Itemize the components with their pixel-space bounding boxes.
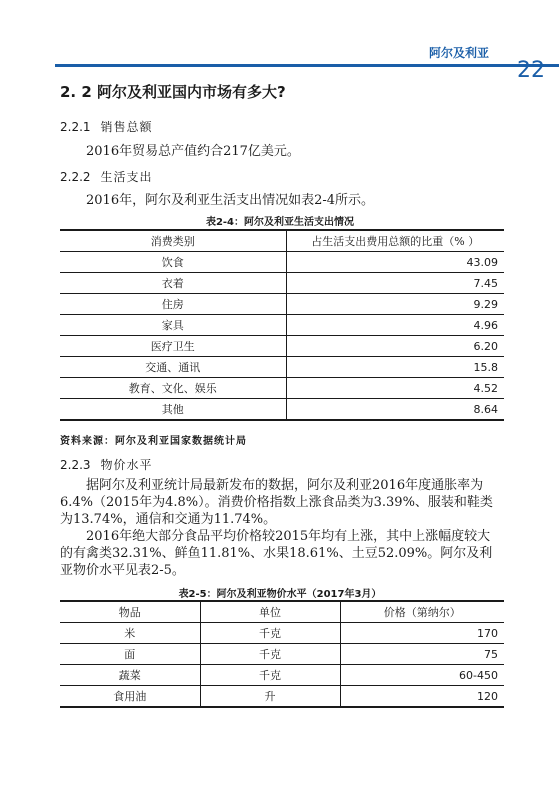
column-header: 消费类别 <box>60 230 286 252</box>
item-cell: 食用油 <box>60 686 200 708</box>
share-cell: 43.09 <box>286 252 504 273</box>
item-cell: 面 <box>60 644 200 665</box>
category-cell: 饮食 <box>60 252 286 273</box>
share-cell: 15.8 <box>286 357 504 378</box>
table-source-note: 资料来源：阿尔及利亚国家数据统计局 <box>60 436 247 447</box>
share-cell: 6.20 <box>286 336 504 357</box>
table-row <box>60 273 504 294</box>
section-title: 2. 2 阿尔及利亚国内市场有多大? <box>60 83 286 101</box>
subsection-title: 生活支出 <box>100 170 153 184</box>
subsection-number: 2.2.2 <box>60 170 91 184</box>
table-row <box>60 315 504 336</box>
table-header-row <box>60 601 504 623</box>
share-cell: 4.96 <box>286 315 504 336</box>
column-header: 价格（第纳尔） <box>340 601 504 623</box>
subsection-heading-sales <box>60 118 153 135</box>
category-cell: 家具 <box>60 315 286 336</box>
unit-cell: 千克 <box>200 644 340 665</box>
item-cell: 米 <box>60 623 200 644</box>
column-header: 占生活支出费用总额的比重（% ） <box>286 230 504 252</box>
table-header-row <box>60 230 504 252</box>
item-cell: 蔬菜 <box>60 665 200 686</box>
paragraph-living: 2016年，阿尔及利亚生活支出情况如表2-4所示。 <box>86 193 375 208</box>
table-row <box>60 336 504 357</box>
paragraph-sales: 2016年贸易总产值约合217亿美元。 <box>86 144 300 159</box>
share-cell: 8.64 <box>286 399 504 421</box>
header-rule <box>55 64 559 67</box>
table-caption: 表2-5：阿尔及利亚物价水平（2017年3月） <box>178 589 382 600</box>
price-cell: 120 <box>340 686 504 708</box>
table-caption: 表2-4：阿尔及利亚生活支出情况 <box>205 217 355 228</box>
paragraph-food-prices: 2016年绝大部分食品平均价格较2015年均有上涨，其中上涨幅度较大的有禽类32.31%、鲜鱼11.81%、水果18.61%、土豆52.09%。阿尔及利亚物价水平见表2-5。 <box>60 529 493 578</box>
price-cell: 60-450 <box>340 665 504 686</box>
price-cell: 170 <box>340 623 504 644</box>
unit-cell: 千克 <box>200 665 340 686</box>
subsection-title: 销售总额 <box>100 120 153 134</box>
category-cell: 交通、通讯 <box>60 357 286 378</box>
paragraph-inflation: 据阿尔及利亚统计局最新发布的数据，阿尔及利亚2016年度通胀率为6.4%（2015年为4.8%）。消费价格指数上涨食品类为3.39%、服装和鞋类为13.74%，通信和交通为11.74%。 <box>60 478 493 527</box>
header-section-label: 阿尔及利亚 <box>428 46 489 60</box>
category-cell: 医疗卫生 <box>60 336 286 357</box>
share-cell: 7.45 <box>286 273 504 294</box>
subsection-number: 2.2.1 <box>60 120 91 134</box>
unit-cell: 升 <box>200 686 340 708</box>
share-cell: 9.29 <box>286 294 504 315</box>
column-header: 物品 <box>60 601 200 623</box>
table-row <box>60 644 504 665</box>
table-row <box>60 294 504 315</box>
page-number: 22 <box>517 58 545 83</box>
subsection-heading-prices <box>60 456 153 473</box>
table-row <box>60 357 504 378</box>
living-expense-table <box>60 229 504 421</box>
subsection-number: 2.2.3 <box>60 458 91 472</box>
table-row <box>60 252 504 273</box>
subsection-heading-living <box>60 168 153 185</box>
category-cell: 住房 <box>60 294 286 315</box>
price-cell: 75 <box>340 644 504 665</box>
category-cell: 衣着 <box>60 273 286 294</box>
table-row <box>60 399 504 421</box>
category-cell: 教育、文化、娱乐 <box>60 378 286 399</box>
table-row <box>60 378 504 399</box>
unit-cell: 千克 <box>200 623 340 644</box>
subsection-title: 物价水平 <box>100 458 153 472</box>
table-row <box>60 665 504 686</box>
table-row <box>60 686 504 708</box>
price-level-table <box>60 600 504 708</box>
share-cell: 4.52 <box>286 378 504 399</box>
column-header: 单位 <box>200 601 340 623</box>
table-row <box>60 623 504 644</box>
category-cell: 其他 <box>60 399 286 421</box>
